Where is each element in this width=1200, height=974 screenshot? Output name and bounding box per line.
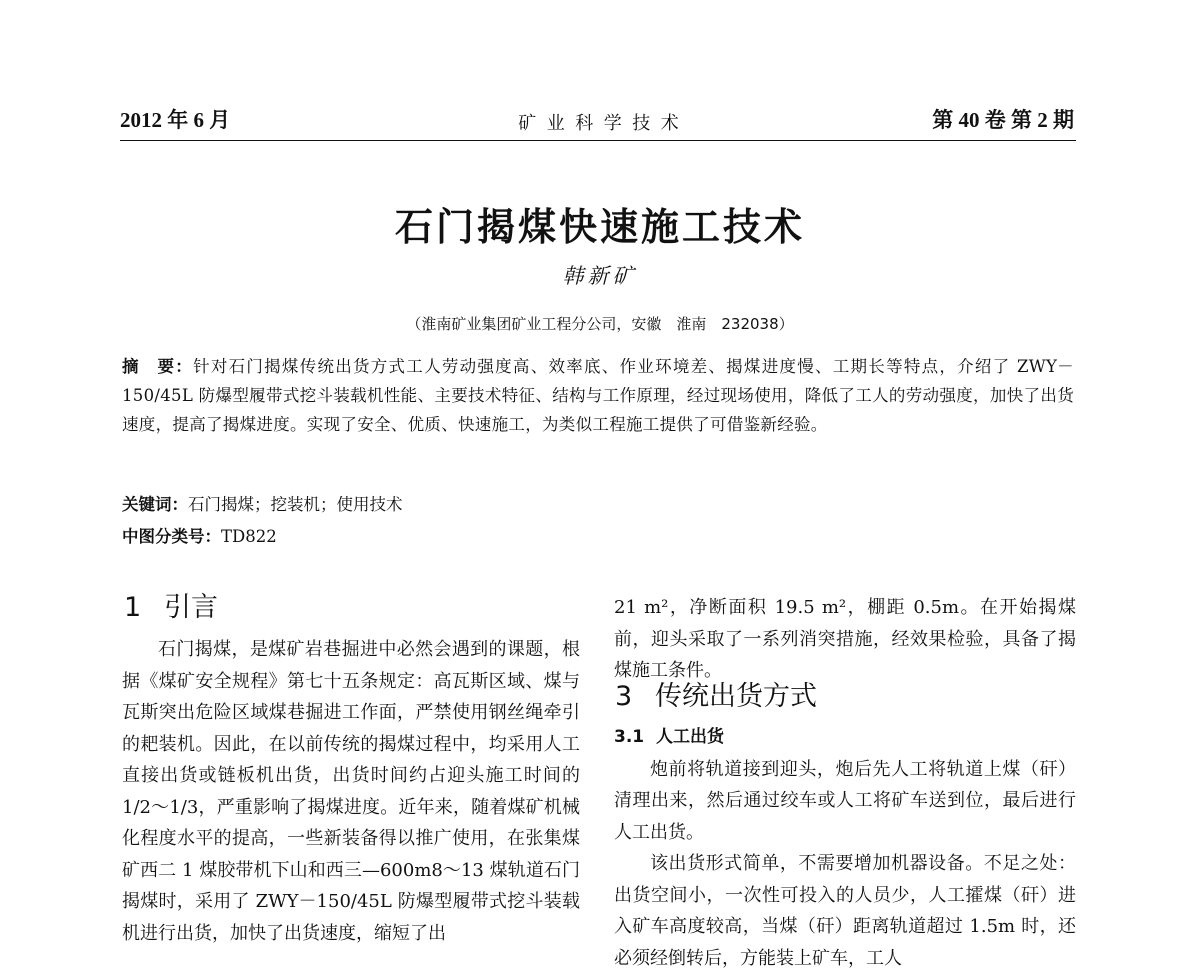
- classification-label: 中图分类号：: [122, 527, 221, 546]
- subsection-3-1-title: 人工出货: [655, 727, 724, 747]
- subsection-3-1-number: 3.1: [614, 727, 645, 747]
- header-rule: [120, 140, 1076, 141]
- section-3-heading: [615, 674, 817, 713]
- classification-text: TD822: [221, 527, 277, 546]
- header-date: 2012 年 6 月: [120, 108, 231, 132]
- keywords: [122, 491, 403, 515]
- abstract: [122, 352, 1074, 439]
- affiliation: （淮南矿业集团矿业工程分公司，安徽 淮南 232038）: [406, 315, 794, 333]
- classification: [122, 523, 277, 547]
- header-journal: 矿 业 科 学 技 术: [518, 113, 682, 133]
- keywords-text: 石门揭煤；挖装机；使用技术: [188, 495, 403, 514]
- subsection-3-1-heading: [614, 722, 1076, 754]
- header-issue: 第 40 卷 第 2 期: [932, 108, 1074, 132]
- abstract-text: 针对石门揭煤传统出货方式工人劳动强度高、效率底、作业环境差、揭煤进度慢、工期长等特点，介绍了 ZWY－150/45L 防爆型履带式挖斗装载机性能、主要技术特征、结构与工作原理，经过现场使用，降低了工人的劳动强度，加快了出货速度，提高了揭煤进度。实现了安全、优质、快速施工，为类似工程施工提供了可借鉴新经验。: [122, 357, 1074, 434]
- section-3-body: [614, 722, 1076, 974]
- section-3-number: 3: [615, 681, 633, 712]
- left-column: [122, 634, 580, 949]
- section-1-title: 引言: [164, 592, 218, 623]
- right-column: [614, 592, 1076, 687]
- section-1-number: 1: [124, 592, 142, 623]
- keywords-label: 关键词：: [122, 495, 188, 514]
- section-1-paragraph: 石门揭煤，是煤矿岩巷掘进中必然会遇到的课题，根据《煤矿安全规程》第七十五条规定：高瓦斯区域、煤与瓦斯突出危险区域煤巷掘进工作面，严禁使用钢丝绳牵引的耙装机。因此，在以前传统的揭煤过程中，均采用人工直接出货或链板机出货，出货时间约占迎头施工时间的 1/2～1/3，严重影响了揭煤进度。近年来，随着煤矿机械化程度水平的提高，一些新装备得以推广使用，在张集煤矿西二 1 煤胶带机下山和西三—600m8～13 煤轨道石门揭煤时，采用了 ZWY－150/45L 防爆型履带式挖斗装载机进行出货，加快了出货速度，缩短了出: [122, 639, 580, 944]
- section-3-title: 传统出货方式: [655, 681, 817, 712]
- section-3-paragraph-1: 炮前将轨道接到迎头，炮后先人工将轨道上煤（矸）清理出来，然后通过绞车或人工将矿车送到位，最后进行人工出货。: [614, 758, 1076, 843]
- author: 韩新矿: [562, 264, 638, 288]
- right-intro-paragraph: 21 m²，净断面积 19.5 m²，棚距 0.5m。在开始揭煤前，迎头采取了一系列消突措施，经效果检验，具备了揭煤施工条件。: [614, 597, 1076, 681]
- section-1-heading: [124, 585, 218, 624]
- paper-title: 石门揭煤快速施工技术: [394, 204, 805, 249]
- section-3-paragraph-2: 该出货形式简单，不需要增加机器设备。不足之处：出货空间小，一次性可投入的人员少，人工攉煤（矸）进入矿车高度较高，当煤（矸）距离轨道超过 1.5m 时，还必须经倒转后，方能装上矿车，工人: [614, 853, 1076, 969]
- abstract-label: 摘 要：: [122, 357, 194, 376]
